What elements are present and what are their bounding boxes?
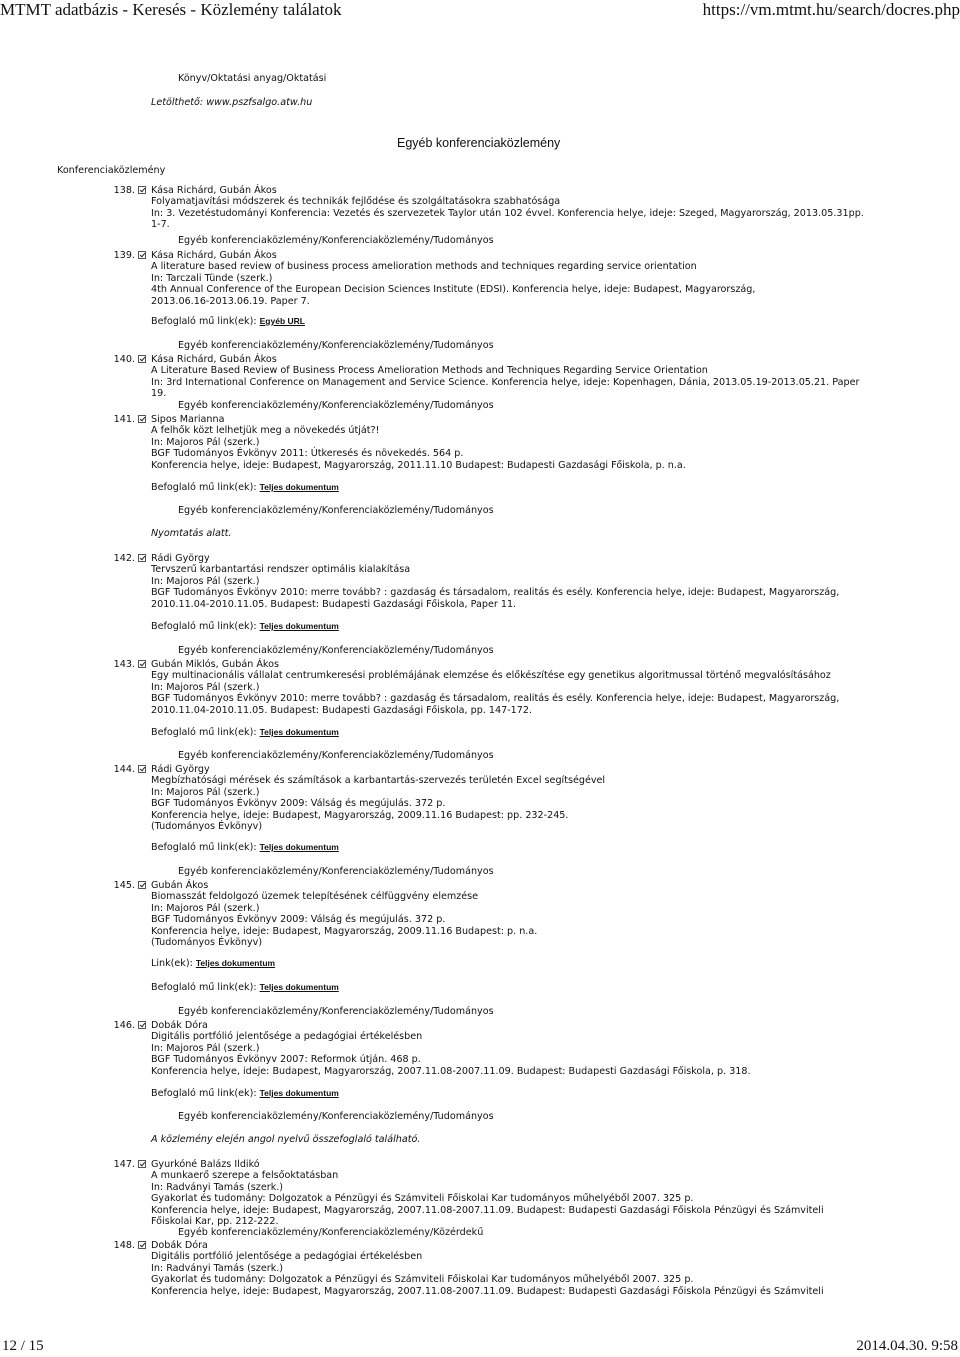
entry-classification: Egyéb konferenciaközlemény/Konferenciaközlemény/Tudományos — [178, 866, 494, 877]
entry-detail-line: Gyakorlat és tudomány: Dolgozatok a Pénzügyi és Számviteli Főiskolai Kar tudományos műhelyéből 2007. 325 p. — [151, 1274, 694, 1286]
entry-classification: Egyéb konferenciaközlemény/Konferenciaközlemény/Tudományos — [178, 1111, 494, 1122]
entry-title: Digitális portfólió jelentősége a pedagógiai értékelésben — [151, 1031, 423, 1043]
checkbox-icon[interactable] — [138, 186, 146, 194]
entry-body — [151, 414, 851, 471]
entry-body — [151, 553, 851, 610]
entry-number: 143. — [113, 659, 135, 670]
entry-body — [151, 1240, 851, 1297]
entry-detail-line: In: Majoros Pál (szerk.) — [151, 902, 260, 914]
entry-detail-line: BGF Tudományos Évkönyv 2011: Útkeresés és növekedés. 564 p. — [151, 448, 464, 460]
entry-classification: Egyéb konferenciaközlemény/Konferenciaközlemény/Tudományos — [178, 1006, 494, 1017]
document-link — [151, 958, 275, 969]
entry-detail-line: BGF Tudományos Évkönyv 2007: Reformok útján. 468 p. — [151, 1054, 421, 1066]
parent-work-link — [151, 621, 339, 632]
entry-detail-line: (Tudományos Évkönyv) — [151, 937, 263, 949]
entry-number: 140. — [113, 354, 135, 365]
entry-authors: Sipos Marianna — [151, 414, 225, 425]
entry-detail-line: BGF Tudományos Évkönyv 2009: Válság és megújulás. 372 p. — [151, 914, 446, 926]
entry-detail-line: Főiskolai Kar, pp. 212-222. — [151, 1216, 279, 1228]
link-label: Befoglaló mű link(ek): — [151, 842, 260, 853]
entry-authors: Dobák Dóra — [151, 1240, 208, 1251]
entry-classification: Egyéb konferenciaközlemény/Konferenciaközlemény/Tudományos — [178, 340, 494, 351]
entry-number: 138. — [113, 185, 135, 196]
print-header — [0, 0, 960, 22]
entry-detail-line: Konferencia helye, ideje: Budapest, Magyarország, 2007.11.08-2007.11.09. Budapest: Budapesti Gazdasági Főiskola Pénzügyi és Számviteli — [151, 1204, 824, 1216]
entry-body — [151, 764, 851, 832]
page-number: 12 / 15 — [2, 1338, 44, 1354]
entry-detail-line: Konferencia helye, ideje: Budapest, Magyarország, 2007.11.08-2007.11.09. Budapest: Budapesti Gazdasági Főiskola, p. 318. — [151, 1065, 751, 1077]
entry-number: 141. — [113, 414, 135, 425]
entry-title: Biomasszát feldolgozó üzemek telepítésének célfüggvény elemzése — [151, 891, 479, 903]
entry-detail-line: Konferencia helye, ideje: Budapest, Magyarország, 2007.11.08-2007.11.09. Budapest: Budapesti Gazdasági Főiskola Pénzügyi és Számviteli — [151, 1285, 824, 1297]
link-label: Befoglaló mű link(ek): — [151, 621, 260, 632]
entry-note: Nyomtatás alatt. — [151, 528, 232, 539]
download-note: Letölthető: www.pszfsalgo.atw.hu — [151, 97, 313, 108]
entry-detail-line: 2010.11.04-2010.11.05. Budapest: Budapesti Gazdasági Főiskola, pp. 147-172. — [151, 704, 533, 716]
checkbox-icon[interactable] — [138, 554, 146, 562]
entry-detail-line: 2013.06.16-2013.06.19. Paper 7. — [151, 295, 310, 307]
entry-classification: Egyéb konferenciaközlemény/Konferenciaközlemény/Tudományos — [178, 750, 494, 761]
link-label: Link(ek): — [151, 958, 196, 969]
full-document-link[interactable]: Teljes dokumentum — [195, 958, 276, 968]
entry-classification: Egyéb konferenciaközlemény/Konferenciaközlemény/Tudományos — [178, 505, 494, 516]
entry-body — [151, 185, 864, 231]
link-label: Befoglaló mű link(ek): — [151, 1088, 260, 1099]
print-datetime: 2014.04.30. 9:58 — [856, 1338, 958, 1354]
entry-detail-line: BGF Tudományos Évkönyv 2010: merre tovább? : gazdaság és társadalom, realitás és esély. Konferencia helye, ideje: Budapest, Magyarország, — [151, 693, 840, 705]
parent-work-link — [151, 842, 339, 853]
checkbox-icon[interactable] — [138, 1241, 146, 1249]
entry-authors: Kása Richárd, Gubán Ákos — [151, 250, 277, 261]
entry-detail-line: In: Tarczali Tünde (szerk.) — [151, 272, 273, 284]
entry-number: 144. — [113, 764, 135, 775]
checkbox-icon[interactable] — [138, 355, 146, 363]
entry-authors: Rádi György — [151, 553, 210, 564]
full-document-link[interactable]: Teljes dokumentum — [259, 982, 339, 992]
link-label: Befoglaló mű link(ek): — [151, 727, 260, 738]
entry-detail-line: In: Radványi Tamás (szerk.) — [151, 1181, 284, 1193]
full-document-link[interactable]: Teljes dokumentum — [259, 842, 339, 852]
entry-classification: Egyéb konferenciaközlemény/Konferenciaközlemény/Tudományos — [178, 645, 494, 656]
checkbox-icon[interactable] — [138, 415, 146, 423]
entry-detail-line: In: Majoros Pál (szerk.) — [151, 436, 260, 448]
entry-title: A munkaerő szerepe a felsőoktatásban — [151, 1170, 339, 1182]
other-url-link[interactable]: Egyéb URL — [259, 316, 305, 326]
entry-detail-line: 19. — [151, 388, 167, 400]
category-label: Konferenciaközlemény — [57, 165, 166, 176]
entry-title: Digitális portfólió jelentősége a pedagógiai értékelésben — [151, 1251, 423, 1263]
link-label: Befoglaló mű link(ek): — [151, 482, 260, 493]
full-document-link[interactable]: Teljes dokumentum — [259, 1088, 339, 1098]
entry-title: Megbízhatósági mérések és számítások a karbantartás-szervezés területén Excel segítségével — [151, 775, 606, 787]
entry-detail-line: In: Majoros Pál (szerk.) — [151, 786, 260, 798]
entry-title: Folyamatjavítási módszerek és technikák fejlődése és szolgáltatásokra szabhatósága — [151, 196, 561, 208]
book-type-label: Könyv/Oktatási anyag/Oktatási — [178, 73, 327, 84]
entry-detail-line: 4th Annual Conference of the European Decision Sciences Institute (EDSI). Konferencia helye, ideje: Budapest, Magyarország, — [151, 284, 756, 296]
entry-detail-line: In: Radványi Tamás (szerk.) — [151, 1262, 284, 1274]
entry-body — [151, 880, 851, 948]
parent-work-link — [151, 982, 339, 993]
checkbox-icon[interactable] — [138, 251, 146, 259]
entry-detail-line: In: Majoros Pál (szerk.) — [151, 681, 260, 693]
entry-title: Tervszerű karbantartási rendszer optimális kialakítása — [151, 564, 411, 576]
entry-classification: Egyéb konferenciaközlemény/Konferenciaközlemény/Tudományos — [178, 235, 494, 246]
entry-authors: Gyurkóné Balázs Ildikó — [151, 1159, 260, 1170]
parent-work-link — [151, 1088, 339, 1099]
entry-number: 139. — [113, 250, 135, 261]
entry-authors: Gubán Ákos — [151, 880, 209, 891]
entry-authors: Rádi György — [151, 764, 210, 775]
entry-number: 146. — [113, 1020, 135, 1031]
entry-title: A literature based review of business process amelioration methods and techniques regarding service orientation — [151, 261, 697, 273]
full-document-link[interactable]: Teljes dokumentum — [259, 482, 339, 492]
entry-authors: Dobák Dóra — [151, 1020, 208, 1031]
checkbox-icon[interactable] — [138, 1160, 146, 1168]
entry-body — [151, 354, 860, 400]
checkbox-icon[interactable] — [138, 881, 146, 889]
entry-note: A közlemény elején angol nyelvű összefoglaló található. — [151, 1134, 421, 1145]
entry-detail-line: Konferencia helye, ideje: Budapest, Magyarország, 2011.11.10 Budapest: Budapesti Gazdasági Főiskola, p. n.a. — [151, 459, 686, 471]
entry-body — [151, 1159, 851, 1227]
category-title: Egyéb konferenciaközlemény — [397, 136, 561, 150]
entry-detail-line: BGF Tudományos Évkönyv 2009: Válság és megújulás. 372 p. — [151, 798, 446, 810]
entry-authors: Kása Richárd, Gubán Ákos — [151, 185, 277, 196]
parent-work-link — [151, 482, 339, 493]
page-url: https://vm.mtmt.hu/search/docres.php — [702, 0, 960, 19]
entry-number: 142. — [113, 553, 135, 564]
entry-detail-line: In: 3rd International Conference on Management and Service Science. Konferencia helye, ideje: Kopenhagen, Dánia, 2013.05.19-2013.05.21. Paper — [151, 376, 860, 388]
entry-title: A Literature Based Review of Business Process Amelioration Methods and Techniques Regarding Service Orientation — [151, 365, 708, 377]
link-label: Befoglaló mű link(ek): — [151, 982, 260, 993]
entry-detail-line: BGF Tudományos Évkönyv 2010: merre tovább? : gazdaság és társadalom, realitás és esély. Konferencia helye, ideje: Budapest, Magyarország, — [151, 587, 840, 599]
checkbox-icon[interactable] — [138, 1021, 146, 1029]
entry-detail-line: In: Majoros Pál (szerk.) — [151, 1042, 260, 1054]
entry-detail-line: 2010.11.04-2010.11.05. Budapest: Budapesti Gazdasági Főiskola, Paper 11. — [151, 598, 517, 610]
entry-number: 147. — [113, 1159, 135, 1170]
entry-body — [151, 1020, 851, 1077]
entry-detail-line: In: 3. Vezetéstudományi Konferencia: Vezetés és szervezetek Taylor után 102 évvel. Konferencia helye, ideje: Szeged, Magyarország, 2013.05.31pp. — [151, 207, 864, 219]
entry-detail-line: Konferencia helye, ideje: Budapest, Magyarország, 2009.11.16 Budapest: p. n.a. — [151, 925, 538, 937]
entry-classification: Egyéb konferenciaközlemény/Konferenciaközlemény/Tudományos — [178, 400, 494, 411]
checkbox-icon[interactable] — [138, 765, 146, 773]
entry-detail-line: Gyakorlat és tudomány: Dolgozatok a Pénzügyi és Számviteli Főiskolai Kar tudományos műhelyéből 2007. 325 p. — [151, 1193, 694, 1205]
parent-work-link — [151, 316, 305, 327]
entry-title: A felhők közt lelhetjük meg a növekedés útját?! — [151, 425, 380, 437]
page-title: MTMT adatbázis - Keresés - Közlemény találatok — [0, 0, 342, 19]
entry-authors: Kása Richárd, Gubán Ákos — [151, 354, 277, 365]
full-document-link[interactable]: Teljes dokumentum — [259, 727, 339, 737]
parent-work-link — [151, 727, 339, 738]
entry-detail-line: Konferencia helye, ideje: Budapest, Magyarország, 2009.11.16 Budapest: pp. 232-245. — [151, 809, 569, 821]
entry-authors: Gubán Miklós, Gubán Ákos — [151, 659, 280, 670]
entry-body — [151, 250, 851, 307]
entry-number: 145. — [113, 880, 135, 891]
full-document-link[interactable]: Teljes dokumentum — [259, 621, 339, 631]
entry-title: Egy multinacionális vállalat centrumkeresési problémájának elemzése és előkészítése egy genetikus algoritmussal történő megvalósításához — [151, 670, 831, 682]
entry-detail-line: (Tudományos Évkönyv) — [151, 821, 263, 833]
entry-detail-line: 1-7. — [151, 219, 170, 231]
entry-body — [151, 659, 851, 716]
entry-number: 148. — [113, 1240, 135, 1251]
link-label: Befoglaló mű link(ek): — [151, 316, 260, 327]
checkbox-icon[interactable] — [138, 660, 146, 668]
entry-detail-line: In: Majoros Pál (szerk.) — [151, 575, 260, 587]
entry-classification: Egyéb konferenciaközlemény/Konferenciaközlemény/Közérdekű — [178, 1227, 484, 1238]
